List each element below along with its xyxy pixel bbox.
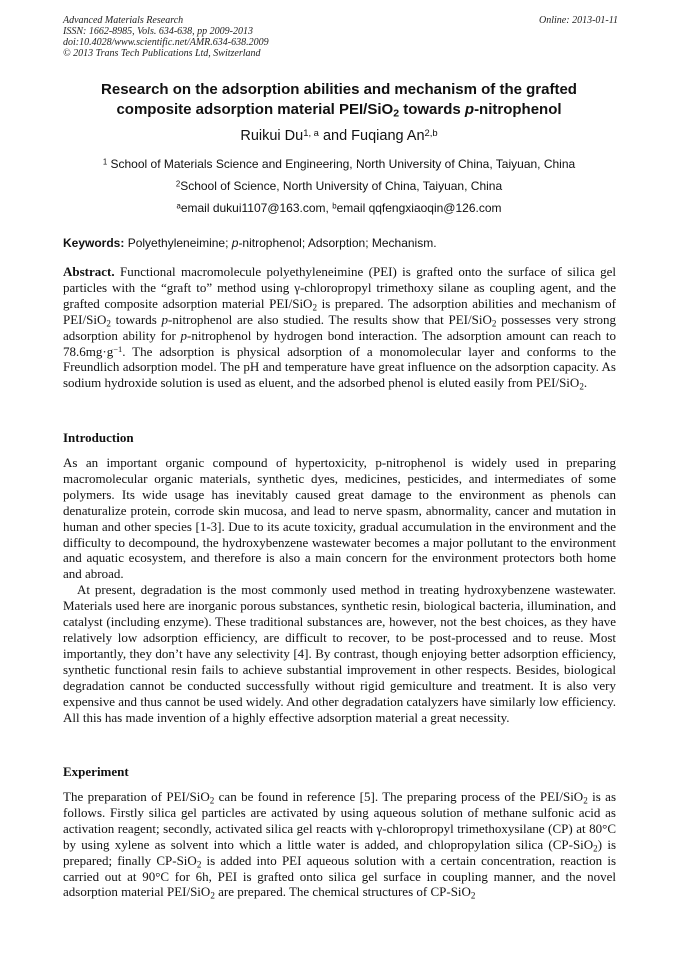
abstract-label: Abstract. [63,264,115,279]
author-and: and [318,128,352,144]
abstract-text: Functional macromolecule polyethyleneimine (PEI) is grafted onto the surface of silica gel particles with the “graft to” method using γ-chloropropyl trimethoxy silane as coupling agent, and the grafted composite adsorption material PEI/SiO [63,264,616,311]
aff-2-text: School of Science, North University of China, Taiyuan, China [180,179,503,193]
experiment-body [63,789,616,900]
title-text: towards [399,101,465,118]
abstract-sub: 2 [106,317,111,328]
author-2: Fuqiang An [351,128,425,144]
introduction-body [63,455,616,725]
experiment-sub: 2 [470,890,476,901]
experiment-text: is added into PEI aqueous solution with a certain concentration, reaction is carried out at 90°C for 6h, PEI is grafted onto silica gel surface in coupling manner, and the novel adsorption material PEI/SiO [63,852,617,900]
abstract [63,264,616,391]
keywords-label: Keywords: [63,236,125,250]
experiment-sub: 2 [583,795,588,806]
abstract-sup: −1 [113,343,123,354]
journal-copyright: © 2013 Trans Tech Publications Ltd, Switzerland [63,48,261,59]
affiliation-1 [60,157,618,171]
title-line-1: Research on the adsorption abilities and mechanism of the grafted [101,81,577,98]
paper-title [60,80,618,120]
abstract-text: towards [110,311,162,327]
abstract-paragraph [63,264,616,391]
experiment-heading: Experiment [63,764,129,779]
email-a-sup: a [176,201,181,211]
abstract-italic: p [161,311,168,327]
title-subscript: 2 [393,107,400,120]
aff-2-sup: 2 [175,179,181,189]
affiliation-2 [60,179,618,193]
keywords-italic: p [231,236,239,250]
author-2-sup: 2,b [424,126,438,138]
abstract-text: -nitrophenol by hydrogen bond interaction. The adsorption amount can reach to 78.6mg·g [63,327,616,359]
keywords [63,236,618,250]
experiment-sub: 2 [209,795,215,806]
introduction-paragraph-1: As an important organic compound of hypertoxicity, p-nitrophenol is widely used in preparing macromolecular organic materials, synthetic dyes, medicines, pesticides, and intermediates of some polymers. Its wide usage has inevitably caused great damage to the environment as phenols can denaturalize protein, corrode skin mucosa, and lead to nerve spasm, abnormality, cancer and mutation in human and other species [1-3]. Due to its acute toxicity, gradual accumulation in the environment and the difficulty to decompound, the hydroxybenzene wastewater becomes a major pollutant to the environment and aquatic ecosystem, and therefore is also a main concern for the environment protectors both home and abroad. [63,455,616,582]
title-text: -nitrophenol [474,101,562,118]
introduction-paragraph-2: At present, degradation is the most commonly used method in treating hydroxybenzene wastewater. Materials used here are inorganic porous substances, synthetic resin, biological bacteria, illumination, and catalyst (including enzyme). These traditional substances are, however, not the best choices, as they have relatively low adsorption efficiency, are difficult to recover, to be post-processed and to reuse. Most importantly, they don’t have any selectivity [4]. By contrast, though enjoying better adsorption efficiency, synthetic functional resin fails to achieve substantial improvement in other respects. Besides, biological degradation cannot be conducted successfully without rigid gemiculture and treatment. It is also very expensive and thus cannot be used widely. And other degradation catalyzers have similarly low efficiency. All this has made invention of a highly effective adsorption material a great necessity. [63,582,616,725]
email-b: email qqfengxiaoqin@126.com [336,201,502,215]
aff-1-sup: 1 [102,157,108,167]
abstract-sub: 2 [491,317,497,328]
experiment-text: can be found in reference [5]. The preparing process of the PEI/SiO [214,789,584,804]
experiment-text: is as follows. Firstly silica gel particles are activated by using aqueous solution of methane sulfonic acid as activation reagent; secondly, activated silica gel reacts with γ-chloropropyl trimethoxysilane (CP) at 80°C by using xylene as solvent into which a little water is added, and chlopropylation silica (CP-SiO [63,789,617,852]
abstract-text: . [583,375,588,391]
keywords-text: Polyethyleneimine; [124,236,232,250]
abstract-italic: p [180,327,188,343]
abstract-sub: 2 [312,302,317,313]
author-1-sup: 1, a [303,126,319,138]
abstract-text: is prepared. The adsorption abilities and mechanism of PEI/SiO [63,295,616,327]
introduction-heading: Introduction [63,430,134,445]
experiment-text: are prepared. The chemical structures of CP-SiO [214,884,471,900]
title-line-2 [60,100,618,120]
emails [60,201,618,215]
experiment-sub: 2 [593,842,598,853]
journal-name: Advanced Materials Research [63,15,184,26]
abstract-text: possesses very strong adsorption ability for [63,311,617,343]
experiment-sub: 2 [210,890,215,901]
aff-1-text: School of Materials Science and Engineering, North University of China, Taiyuan, China [107,157,576,171]
experiment-text: The preparation of PEI/SiO [63,789,210,804]
abstract-text: -nitrophenol are also studied. The results show that PEI/SiO [168,311,492,327]
journal-doi: doi:10.4028/www.scientific.net/AMR.634-638.2009 [63,37,269,48]
authors-line [60,128,618,144]
online-date: Online: 2013-01-11 [539,15,618,26]
email-a: email dukui1107@163.com, [180,201,333,215]
experiment-sub: 2 [196,858,202,869]
journal-header [63,15,618,59]
title-italic: p [464,101,475,118]
journal-issn: ISSN: 1662-8985, Vols. 634-638, pp 2009-2013 [63,26,253,37]
email-b-sup: b [332,201,337,211]
abstract-text: . The adsorption is physical adsorption of a monomolecular layer and conforms to the Freundlich adsorption model. The pH and temperature have great influence on the adsorption capacity. As sodium hydroxide solution is used as eluent, and the adsorbed phenol is eluted easily from PEI/SiO [63,343,616,391]
experiment-text: ) is prepared; finally CP-SiO [63,836,617,868]
keywords-text: -nitrophenol; Adsorption; Mechanism. [238,236,437,250]
title-text: composite adsorption material PEI/SiO [116,101,394,118]
abstract-sub: 2 [579,381,584,392]
experiment-paragraph [63,789,616,900]
author-1: Ruikui Du [240,128,304,144]
